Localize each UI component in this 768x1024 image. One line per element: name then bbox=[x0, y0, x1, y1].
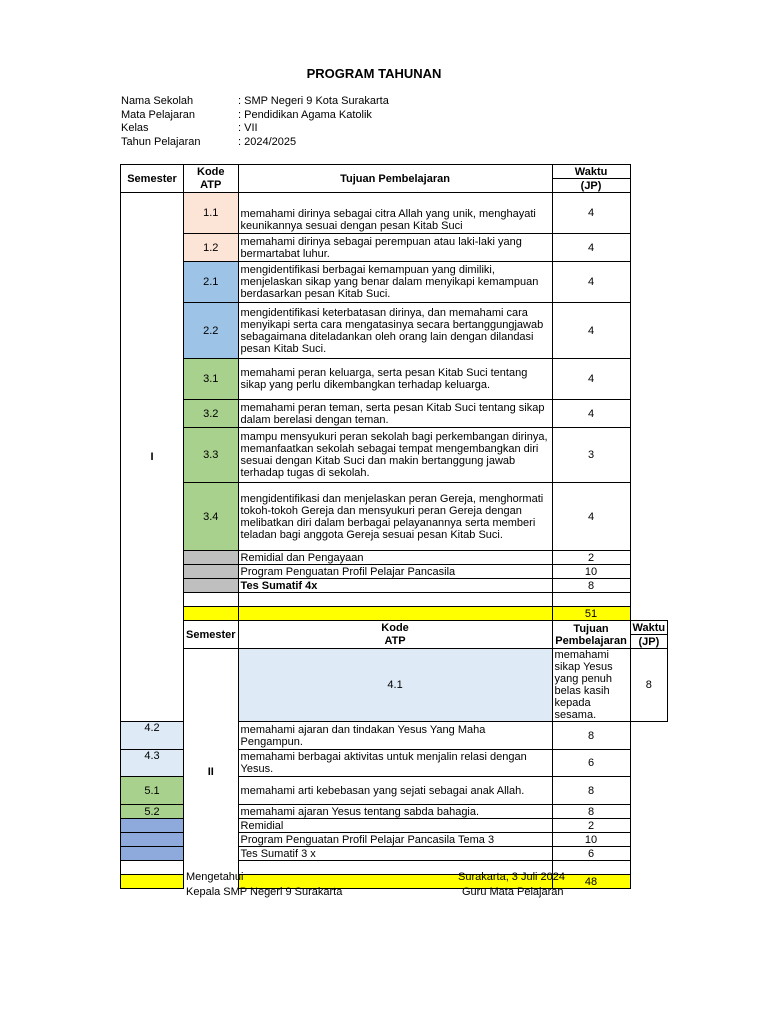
header-waktu: Waktu bbox=[630, 621, 668, 635]
empty-cell bbox=[238, 593, 552, 607]
info-row-class bbox=[121, 122, 389, 136]
atp-description: memahami arti kebebasan yang sejati sebagai anak Allah. bbox=[238, 777, 552, 805]
table-row bbox=[121, 579, 668, 593]
atp-code-empty bbox=[121, 833, 184, 847]
info-value: : 2024/2025 bbox=[238, 135, 297, 148]
extra-jp: 10 bbox=[552, 565, 630, 579]
info-label: Nama Sekolah bbox=[121, 95, 194, 107]
footer-date: Surakarta, 3 Juli 2024 bbox=[458, 871, 566, 883]
footer-teacher: Guru Mata Pelajaran bbox=[462, 886, 564, 898]
info-row-school bbox=[121, 95, 389, 109]
atp-code: 1.1 bbox=[184, 193, 239, 234]
semester-1-total: 51 bbox=[552, 607, 630, 621]
empty-cell bbox=[184, 593, 239, 607]
atp-code: 5.2 bbox=[121, 805, 184, 819]
atp-jp: 8 bbox=[552, 805, 630, 819]
atp-jp: 6 bbox=[552, 750, 630, 777]
extra-description: Remidial bbox=[238, 819, 552, 833]
info-value: : Pendidikan Agama Katolik bbox=[238, 108, 372, 121]
atp-jp: 4 bbox=[552, 483, 630, 551]
atp-code-empty bbox=[121, 847, 184, 861]
table-row bbox=[121, 234, 668, 262]
atp-description: memahami dirinya sebagai citra Allah yang unik, menghayati keunikannya sesuai dengan pesan Kitab Suci bbox=[238, 193, 552, 234]
header-tujuan: Tujuan Pembelajaran bbox=[238, 165, 552, 193]
atp-jp: 4 bbox=[552, 359, 630, 400]
atp-description: memahami berbagai aktivitas untuk menjalin relasi dengan Yesus. bbox=[238, 750, 552, 777]
info-value: : VII bbox=[238, 122, 258, 134]
atp-code: 3.3 bbox=[184, 428, 239, 483]
extra-description: Tes Sumatif 3 x bbox=[238, 847, 552, 861]
info-row-subject bbox=[121, 109, 389, 123]
header-semester: Semester bbox=[184, 621, 239, 649]
atp-jp: 4 bbox=[552, 303, 630, 359]
footer-left bbox=[186, 870, 342, 900]
atp-jp: 4 bbox=[552, 262, 630, 303]
atp-code-empty bbox=[121, 819, 184, 833]
header-kode: Kode bbox=[381, 621, 409, 634]
header-kode-atp bbox=[238, 621, 552, 649]
semester-2-label: II bbox=[184, 649, 239, 889]
total-cell-empty bbox=[238, 607, 552, 621]
atp-description: memahami ajaran Yesus tentang sabda bahagia. bbox=[238, 805, 552, 819]
atp-code-empty bbox=[184, 551, 239, 565]
atp-jp: 3 bbox=[552, 428, 630, 483]
header-tujuan: Tujuan Pembelajaran bbox=[552, 621, 630, 649]
atp-description: memahami sikap Yesus yang penuh belas kasih kepada sesama. bbox=[552, 649, 630, 722]
table-row-empty bbox=[121, 593, 668, 607]
table-row bbox=[121, 565, 668, 579]
atp-code: 3.2 bbox=[184, 400, 239, 428]
school-info bbox=[121, 95, 389, 149]
atp-code-empty bbox=[184, 565, 239, 579]
table-row bbox=[121, 303, 668, 359]
atp-code: 4.1 bbox=[238, 649, 552, 722]
total-row bbox=[121, 607, 668, 621]
header-semester: Semester bbox=[121, 165, 184, 193]
table-row bbox=[121, 400, 668, 428]
atp-jp: 4 bbox=[552, 234, 630, 262]
table-row bbox=[121, 649, 668, 722]
atp-code: 2.2 bbox=[184, 303, 239, 359]
table-row bbox=[121, 428, 668, 483]
extra-description: Program Penguatan Profil Pelajar Pancasila bbox=[238, 565, 552, 579]
table-row bbox=[121, 551, 668, 565]
table-row bbox=[121, 359, 668, 400]
extra-jp: 2 bbox=[552, 551, 630, 565]
info-value: : SMP Negeri 9 Kota Surakarta bbox=[238, 95, 389, 107]
extra-jp: 8 bbox=[552, 579, 630, 593]
extra-jp: 2 bbox=[552, 819, 630, 833]
page-title: PROGRAM TAHUNAN bbox=[306, 66, 442, 81]
info-label: Tahun Pelajaran bbox=[121, 135, 201, 148]
footer-principal: Kepala SMP Negeri 9 Surakarta bbox=[186, 886, 343, 898]
empty-cell bbox=[552, 593, 630, 607]
semester-2-total: 48 bbox=[552, 875, 630, 889]
header-kode-atp bbox=[184, 165, 239, 193]
atp-jp: 4 bbox=[552, 193, 630, 234]
atp-jp: 8 bbox=[630, 649, 668, 722]
atp-jp: 4 bbox=[552, 400, 630, 428]
extra-description: Remidial dan Pengayaan bbox=[238, 551, 552, 565]
atp-code: 3.1 bbox=[184, 359, 239, 400]
total-cell-empty bbox=[121, 875, 184, 889]
extra-description: Tes Sumatif 4x bbox=[238, 579, 552, 593]
table-row bbox=[121, 193, 668, 234]
atp-description: memahami ajaran dan tindakan Yesus Yang Maha Pengampun. bbox=[238, 722, 552, 750]
atp-description: mengidentifikasi berbagai kemampuan yang dimiliki, menjelaskan sikap yang benar dalam menyikapi kemampuan berdasarkan pesan Kitab Suci. bbox=[238, 262, 552, 303]
table-row bbox=[121, 483, 668, 551]
atp-code: 2.1 bbox=[184, 262, 239, 303]
program-table bbox=[120, 164, 668, 889]
atp-code: 3.4 bbox=[184, 483, 239, 551]
atp-description: mengidentifikasi keterbatasan dirinya, dan memahami cara menyikapi serta cara mengatasinya secara bertanggungjawab sebagaimana diteladankan oleh orang lain dengan dilandasi pesan Kitab Suci. bbox=[238, 303, 552, 359]
footer-mengetahui: Mengetahui bbox=[186, 871, 244, 883]
info-label: Kelas bbox=[121, 122, 149, 134]
header-waktu: Waktu bbox=[552, 165, 630, 179]
atp-jp: 8 bbox=[552, 777, 630, 805]
header-atp: ATP bbox=[200, 178, 222, 191]
atp-description: mampu mensyukuri peran sekolah bagi perkembangan dirinya, memanfaatkan sekolah sebagai tempat mengembangkan diri sesuai dengan Kitab Suci dan makin bertanggung jawab terhadap tugas di sekolah. bbox=[238, 428, 552, 483]
atp-description: memahami peran keluarga, serta pesan Kitab Suci tentang sikap yang perlu dikembangkan terhadap keluarga. bbox=[238, 359, 552, 400]
footer-right bbox=[458, 870, 565, 900]
atp-description: memahami peran teman, serta pesan Kitab Suci tentang sikap dalam berelasi dengan teman. bbox=[238, 400, 552, 428]
atp-code: 5.1 bbox=[121, 777, 184, 805]
atp-jp: 8 bbox=[552, 722, 630, 750]
atp-code-empty bbox=[184, 579, 239, 593]
atp-code: 4.2 bbox=[121, 722, 184, 750]
atp-description: memahami dirinya sebagai perempuan atau laki-laki yang bermartabat luhur. bbox=[238, 234, 552, 262]
total-cell-empty bbox=[184, 607, 239, 621]
semester-1-label: I bbox=[121, 193, 184, 722]
header-jp: (JP) bbox=[552, 179, 630, 193]
header-jp: (JP) bbox=[630, 635, 668, 649]
info-label: Mata Pelajaran bbox=[121, 108, 195, 121]
info-row-year bbox=[121, 136, 389, 150]
empty-cell bbox=[121, 861, 184, 875]
table-row bbox=[121, 262, 668, 303]
atp-description: mengidentifikasi dan menjelaskan peran Gereja, menghormati tokoh-tokoh Gereja dan mensyukuri peran Gereja dengan melibatkan diri dalam berbagai pelayanannya serta memberi teladan bagi anggota Gereja sesuai pesan Kitab Suci. bbox=[238, 483, 552, 551]
extra-jp: 10 bbox=[552, 833, 630, 847]
atp-code: 1.2 bbox=[184, 234, 239, 262]
extra-description: Program Penguatan Profil Pelajar Pancasila Tema 3 bbox=[238, 833, 552, 847]
header-kode: Kode bbox=[197, 165, 225, 178]
header-atp: ATP bbox=[384, 634, 406, 647]
extra-jp: 6 bbox=[552, 847, 630, 861]
atp-code: 4.3 bbox=[121, 750, 184, 777]
